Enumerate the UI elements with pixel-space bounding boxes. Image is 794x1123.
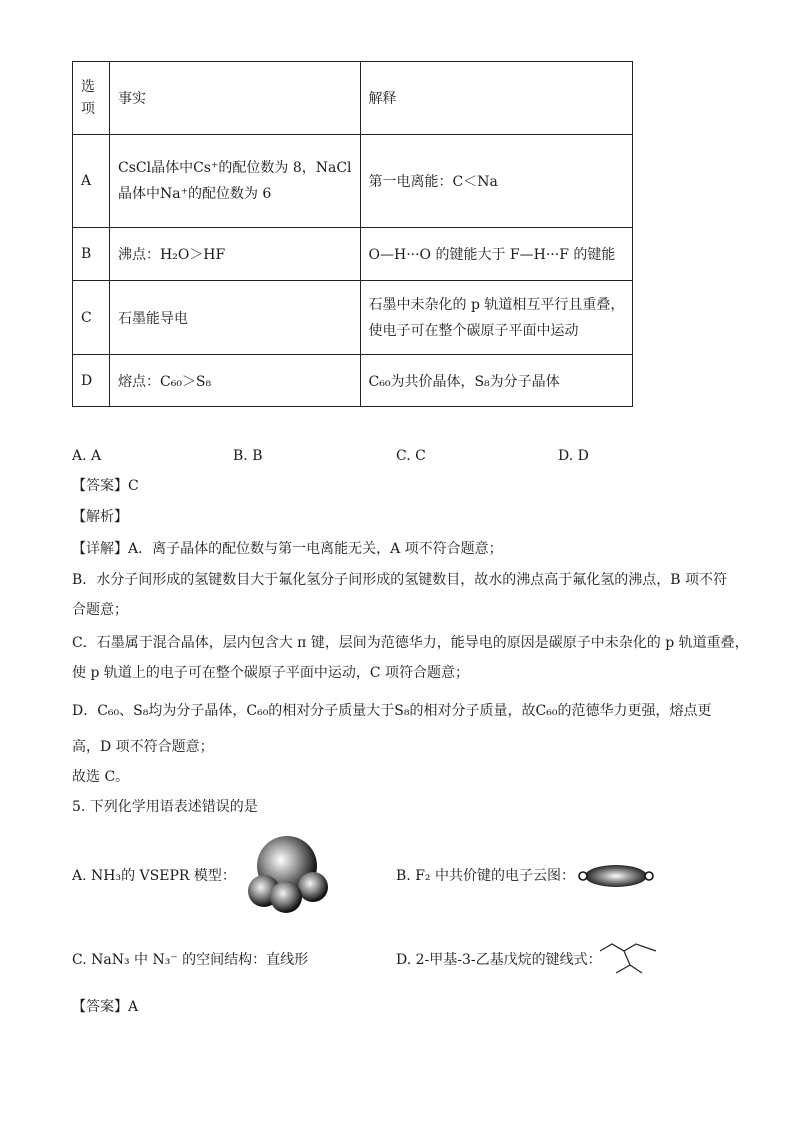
answer-value: A [128, 999, 139, 1015]
detail-line: 使 p 轨道上的电子可在整个碳原子平面中运动，C 项符合题意； [72, 665, 470, 681]
row-explanation: C₆₀为共价晶体，S₈为分子晶体 [360, 355, 633, 407]
detail-line: B．水分子间形成的氢键数目大于氟化氢分子间形成的氢键数目，故水的沸点高于氟化氢的沸点，B 项不符 [72, 572, 728, 588]
table-row [73, 228, 633, 281]
row-option: A [73, 135, 110, 228]
choice-c: C. C [396, 448, 426, 464]
skeletal-formula-image [598, 937, 660, 977]
table-header-row [73, 62, 633, 135]
detail-line: 故选 C。 [72, 769, 130, 785]
row-fact: CsCl晶体中Cs⁺的配位数为 8，NaCl 晶体中Na⁺的配位数为 6 [110, 135, 361, 228]
detail-line: 【详解】A．离子晶体的配位数与第一电离能无关，A 项不符合题意； [72, 541, 503, 557]
table-row [73, 355, 633, 407]
q5-option-a: A. NH₃的 VSEPR 模型： [72, 868, 236, 884]
table-row [73, 281, 633, 355]
question-table [72, 61, 633, 407]
answer-value: C [128, 478, 139, 494]
detail-line: C．石墨属于混合晶体，层内包含大 π 键，层间为范德华力，能导电的原因是碳原子中未杂化的 p 轨道重叠， [72, 635, 749, 651]
q5-option-c: C. NaN₃ 中 N₃⁻ 的空间结构：直线形 [72, 952, 309, 968]
question-5-stem: 5. 下列化学用语表述错误的是 [72, 799, 258, 815]
row-explanation: 第一电离能：C＜Na [360, 135, 633, 228]
answer-label: 【答案】 [72, 478, 128, 494]
row-fact: 熔点：C₆₀＞S₈ [110, 355, 361, 407]
q5-option-d: D. 2-甲基-3-乙基戊烷的键线式： [396, 952, 602, 968]
electron-cloud-image [575, 863, 657, 889]
row-option: C [73, 281, 110, 355]
detail-line: D．C₆₀、S₈均为分子晶体，C₆₀的相对分子质量大于S₈的相对分子质量，故C₆₀的范德华力更强，熔点更 [72, 703, 712, 719]
detail-line: 高，D 项不符合题意； [72, 739, 214, 755]
table-row [73, 135, 633, 228]
choice-b: B. B [233, 448, 263, 464]
header-option: 选项 [73, 62, 110, 135]
vsepr-model-image [244, 834, 334, 914]
header-explanation: 解释 [360, 62, 633, 135]
detail-line: 合题意； [72, 602, 128, 618]
header-fact: 事实 [110, 62, 361, 135]
row-explanation: O—H···O 的键能大于 F—H···F 的键能 [360, 228, 633, 281]
analysis-label: 【解析】 [72, 509, 128, 525]
row-fact: 石墨能导电 [110, 281, 361, 355]
row-fact: 沸点：H₂O＞HF [110, 228, 361, 281]
row-option: D [73, 355, 110, 407]
answer-q5 [72, 997, 138, 1017]
row-option: B [73, 228, 110, 281]
row-explanation: 石墨中未杂化的 p 轨道相互平行且重叠， 使电子可在整个碳原子平面中运动 [360, 281, 633, 355]
answer-label: 【答案】 [72, 999, 128, 1015]
answer-q4 [72, 476, 139, 496]
q5-option-b: B. F₂ 中共价键的电子云图： [396, 868, 575, 884]
choice-a: A. A [72, 448, 102, 464]
choice-d: D. D [558, 448, 589, 464]
